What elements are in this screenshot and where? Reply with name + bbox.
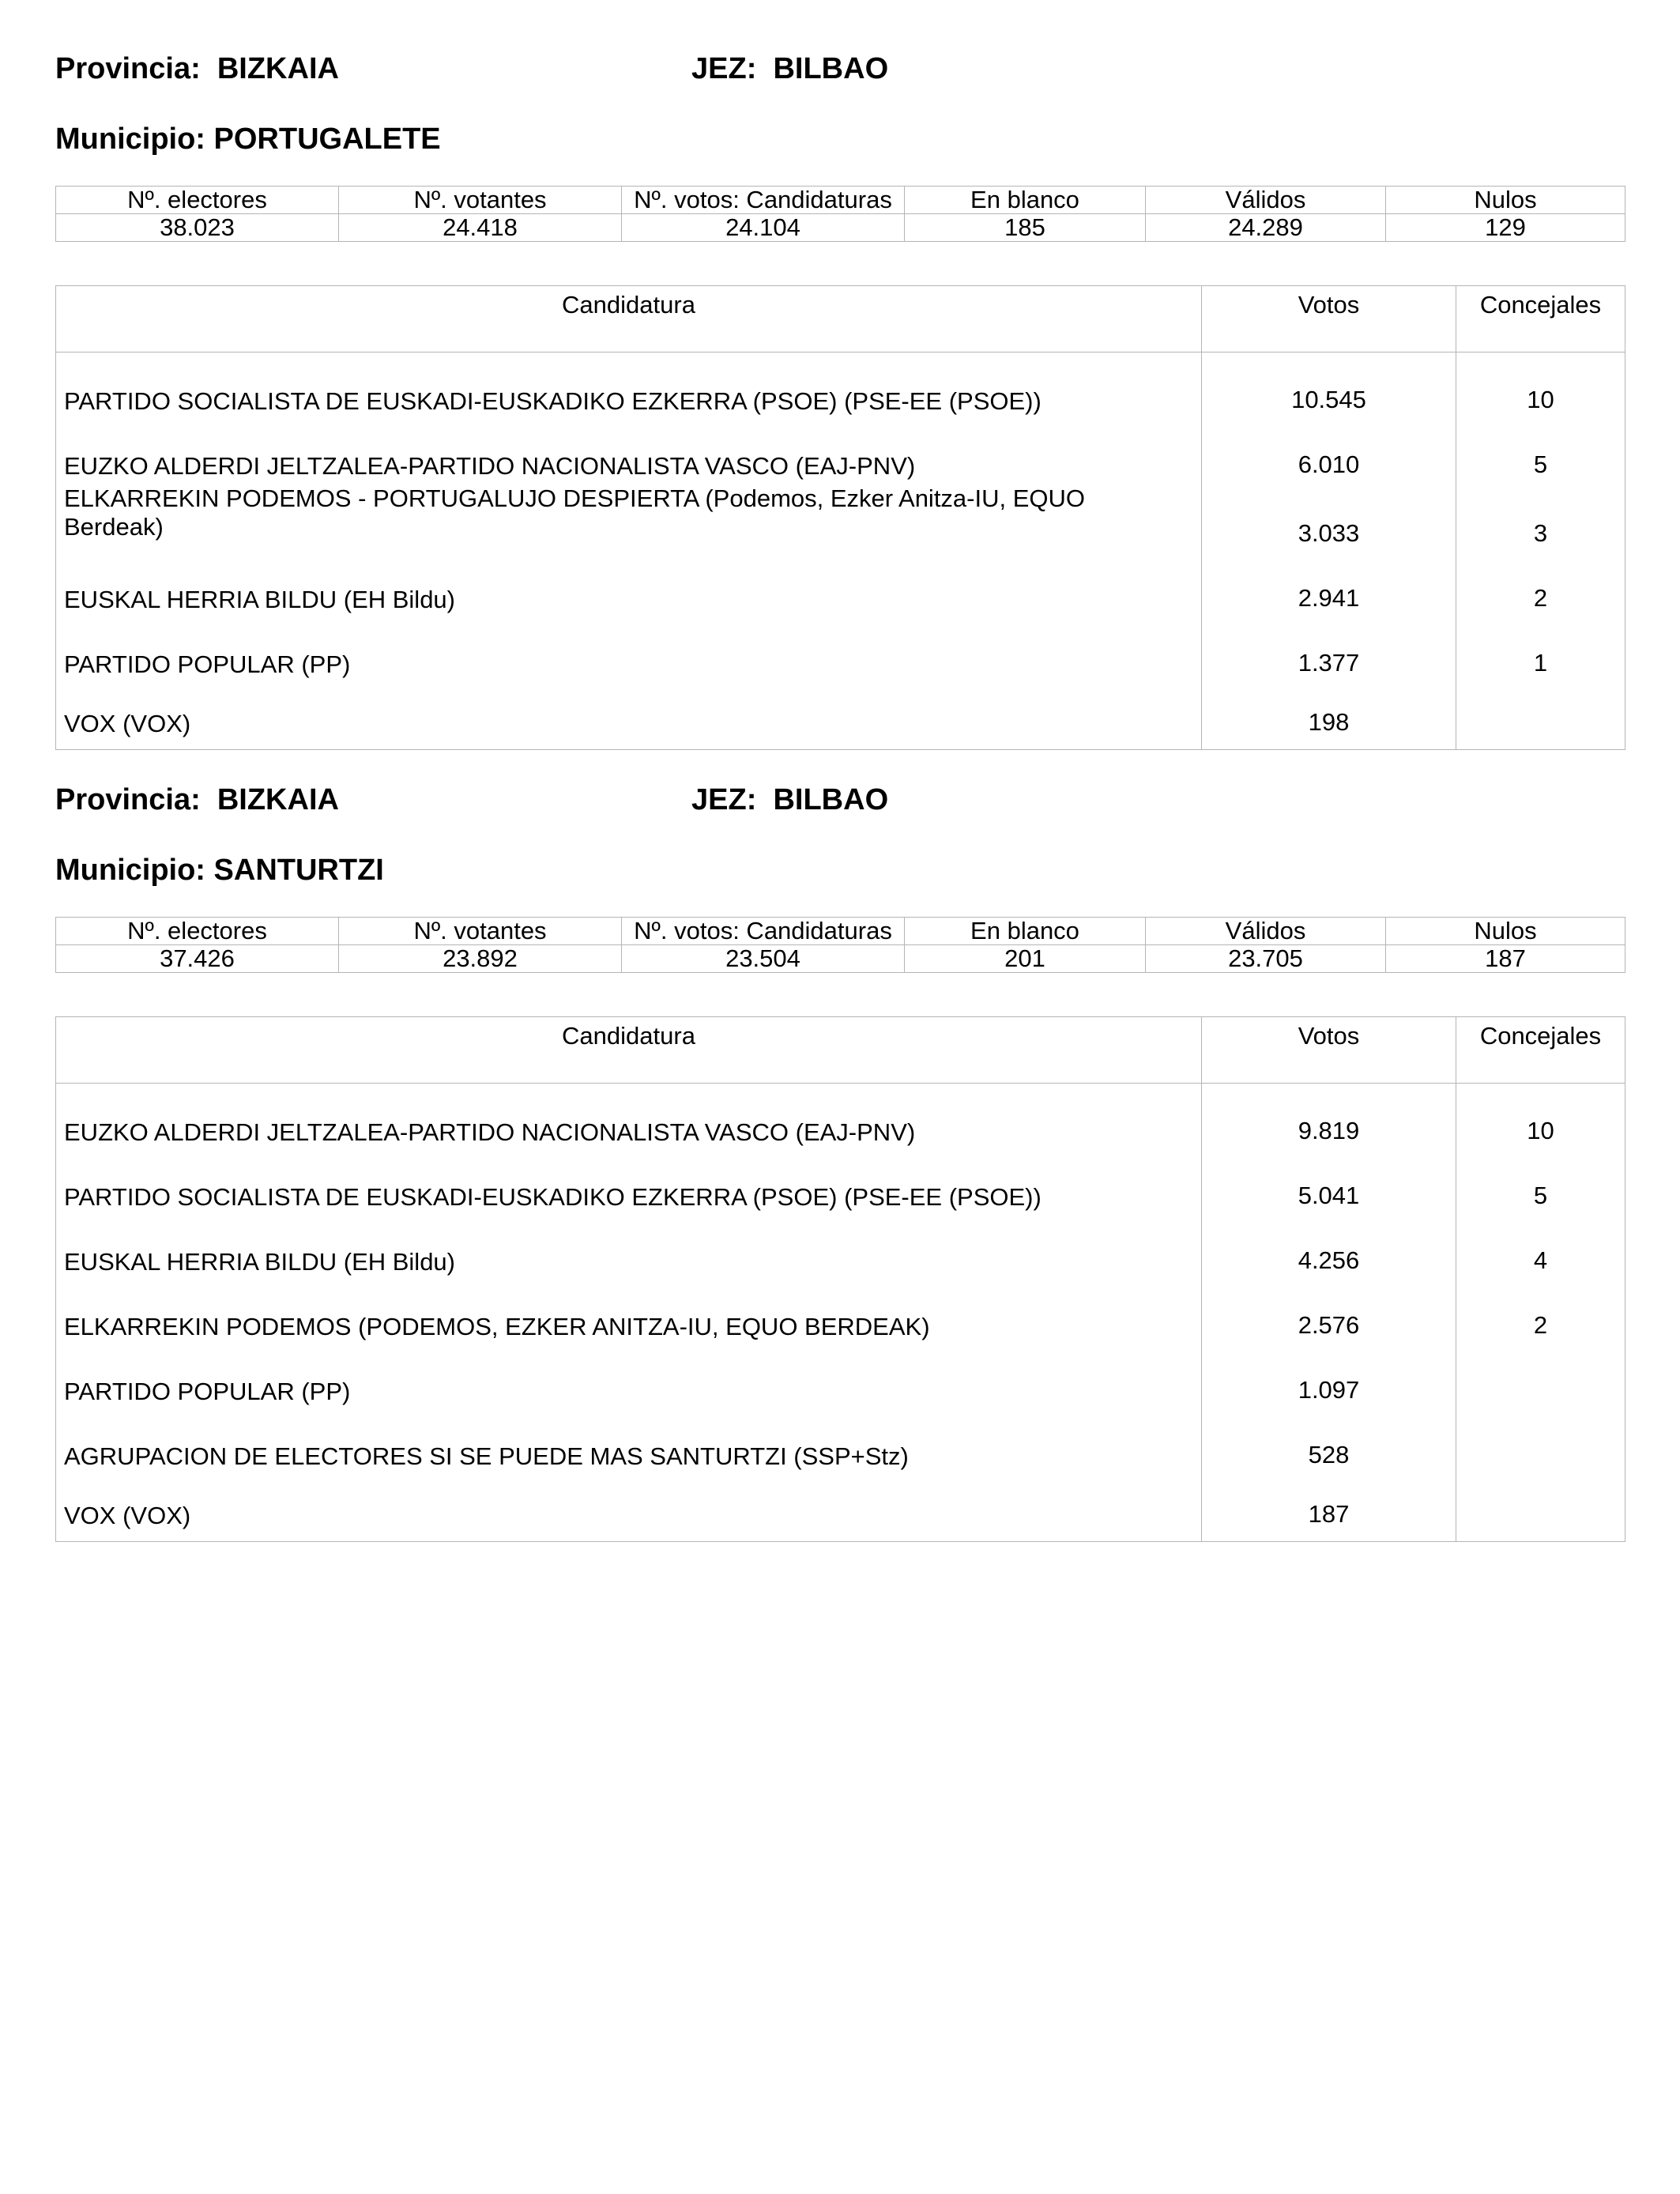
candidate-name: AGRUPACION DE ELECTORES SI SE PUEDE MAS SANTURTZI (SSP+Stz) (64, 1442, 909, 1470)
summary-header-row (56, 187, 1625, 214)
results-header-row (56, 286, 1625, 352)
candidate-concejales: 2 (1456, 1276, 1625, 1341)
summary-header-nulos: Nulos (1386, 918, 1625, 945)
candidate-votes: 187 (1202, 1471, 1456, 1542)
results-header-candidatura: Candidatura (56, 1017, 1202, 1084)
candidate-concejales: 5 (1456, 416, 1625, 481)
candidate-name: EUSKAL HERRIA BILDU (EH Bildu) (64, 585, 456, 613)
summary-value-row (56, 214, 1625, 242)
summary-table (55, 917, 1625, 973)
summary-value-nulos: 187 (1386, 945, 1625, 973)
candidate-name: EUSKAL HERRIA BILDU (EH Bildu) (64, 1247, 456, 1276)
table-row (56, 352, 1625, 416)
table-row (56, 481, 1625, 549)
summary-header-row (56, 918, 1625, 945)
provincia-value: BIZKAIA (217, 783, 339, 816)
table-row (56, 1341, 1625, 1406)
summary-header-votantes: Nº. votantes (339, 187, 622, 214)
table-row (56, 679, 1625, 750)
summary-value-nulos: 129 (1386, 214, 1625, 242)
jez-value: BILBAO (773, 52, 889, 85)
summary-value-validos: 24.289 (1146, 214, 1386, 242)
candidate-votes: 6.010 (1202, 416, 1456, 481)
candidate-votes: 1.097 (1202, 1341, 1456, 1406)
table-row (56, 549, 1625, 614)
summary-header-votos-candidaturas: Nº. votos: Candidaturas (622, 187, 905, 214)
table-row (56, 1276, 1625, 1341)
candidate-name: PARTIDO POPULAR (PP) (64, 650, 351, 678)
candidate-name: EUZKO ALDERDI JELTZALEA-PARTIDO NACIONALISTA VASCO (EAJ-PNV) (64, 1118, 916, 1146)
provincia-heading (55, 783, 339, 817)
jez-heading (691, 783, 888, 817)
jez-label: JEZ: (691, 52, 774, 85)
table-row (56, 1147, 1625, 1212)
table-row (56, 416, 1625, 481)
candidate-name: VOX (VOX) (64, 1502, 191, 1529)
jez-value: BILBAO (773, 783, 889, 816)
candidate-name: ELKARREKIN PODEMOS - PORTUGALUJO DESPIERTA (Podemos, Ezker Anitza-IU, EQUO Berdeak) (64, 484, 1086, 541)
results-header-row (56, 1017, 1625, 1084)
summary-value-row (56, 945, 1625, 973)
results-table (55, 1016, 1625, 1542)
candidate-votes: 528 (1202, 1406, 1456, 1471)
provincia-label: Provincia: (55, 52, 217, 85)
municipio-heading (55, 123, 441, 156)
candidate-name: ELKARREKIN PODEMOS (PODEMOS, EZKER ANITZA-IU, EQUO BERDEAK) (64, 1312, 930, 1340)
candidate-concejales: 1 (1456, 614, 1625, 679)
summary-value-en-blanco: 201 (905, 945, 1146, 973)
candidate-concejales (1456, 1406, 1625, 1471)
summary-header-en-blanco: En blanco (905, 187, 1146, 214)
candidate-votes: 2.576 (1202, 1276, 1456, 1341)
provincia-label: Provincia: (55, 783, 217, 816)
summary-value-en-blanco: 185 (905, 214, 1146, 242)
summary-header-en-blanco: En blanco (905, 918, 1146, 945)
candidate-votes: 3.033 (1202, 481, 1456, 549)
summary-value-validos: 23.705 (1146, 945, 1386, 973)
table-row (56, 1406, 1625, 1471)
results-table (55, 285, 1625, 750)
table-row (56, 1471, 1625, 1542)
candidate-votes: 198 (1202, 679, 1456, 750)
results-header-concejales: Concejales (1456, 1017, 1625, 1084)
candidate-concejales: 4 (1456, 1212, 1625, 1276)
municipio-label: Municipio: (55, 123, 214, 156)
municipio-label: Municipio: (55, 854, 214, 887)
summary-header-validos: Válidos (1146, 187, 1386, 214)
candidate-concejales: 2 (1456, 549, 1625, 614)
provincia-value: BIZKAIA (217, 52, 339, 85)
candidate-concejales (1456, 679, 1625, 750)
summary-header-electores: Nº. electores (56, 918, 339, 945)
summary-value-votantes: 23.892 (339, 945, 622, 973)
candidate-concejales: 5 (1456, 1147, 1625, 1212)
summary-value-electores: 38.023 (56, 214, 339, 242)
results-header-votos: Votos (1202, 286, 1456, 352)
summary-value-electores: 37.426 (56, 945, 339, 973)
candidate-votes: 4.256 (1202, 1212, 1456, 1276)
municipio-value: PORTUGALETE (213, 123, 441, 156)
candidate-votes: 5.041 (1202, 1147, 1456, 1212)
summary-header-votos-candidaturas: Nº. votos: Candidaturas (622, 918, 905, 945)
candidate-concejales: 10 (1456, 352, 1625, 416)
candidate-concejales: 3 (1456, 481, 1625, 549)
summary-header-validos: Válidos (1146, 918, 1386, 945)
summary-value-votos-candidaturas: 23.504 (622, 945, 905, 973)
summary-header-nulos: Nulos (1386, 187, 1625, 214)
results-header-candidatura: Candidatura (56, 286, 1202, 352)
provincia-heading (55, 52, 339, 86)
municipio-value: SANTURTZI (213, 854, 384, 887)
candidate-name: VOX (VOX) (64, 710, 191, 737)
jez-heading (691, 52, 888, 86)
candidate-votes: 10.545 (1202, 352, 1456, 416)
candidate-votes: 1.377 (1202, 614, 1456, 679)
candidate-concejales: 10 (1456, 1084, 1625, 1147)
table-row (56, 614, 1625, 679)
results-header-concejales: Concejales (1456, 286, 1625, 352)
candidate-name: PARTIDO SOCIALISTA DE EUSKADI-EUSKADIKO EZKERRA (PSOE) (PSE-EE (PSOE)) (64, 386, 1042, 415)
table-row (56, 1212, 1625, 1276)
jez-label: JEZ: (691, 783, 774, 816)
results-header-votos: Votos (1202, 1017, 1456, 1084)
candidate-name: EUZKO ALDERDI JELTZALEA-PARTIDO NACIONALISTA VASCO (EAJ-PNV) (64, 451, 916, 480)
candidate-concejales (1456, 1341, 1625, 1406)
candidate-concejales (1456, 1471, 1625, 1542)
table-row (56, 1084, 1625, 1147)
summary-header-electores: Nº. electores (56, 187, 339, 214)
summary-value-votantes: 24.418 (339, 214, 622, 242)
candidate-name: PARTIDO POPULAR (PP) (64, 1377, 351, 1405)
candidate-votes: 2.941 (1202, 549, 1456, 614)
summary-value-votos-candidaturas: 24.104 (622, 214, 905, 242)
summary-header-votantes: Nº. votantes (339, 918, 622, 945)
municipio-heading (55, 854, 384, 888)
candidate-votes: 9.819 (1202, 1084, 1456, 1147)
candidate-name: PARTIDO SOCIALISTA DE EUSKADI-EUSKADIKO EZKERRA (PSOE) (PSE-EE (PSOE)) (64, 1182, 1042, 1211)
summary-table (55, 186, 1625, 242)
